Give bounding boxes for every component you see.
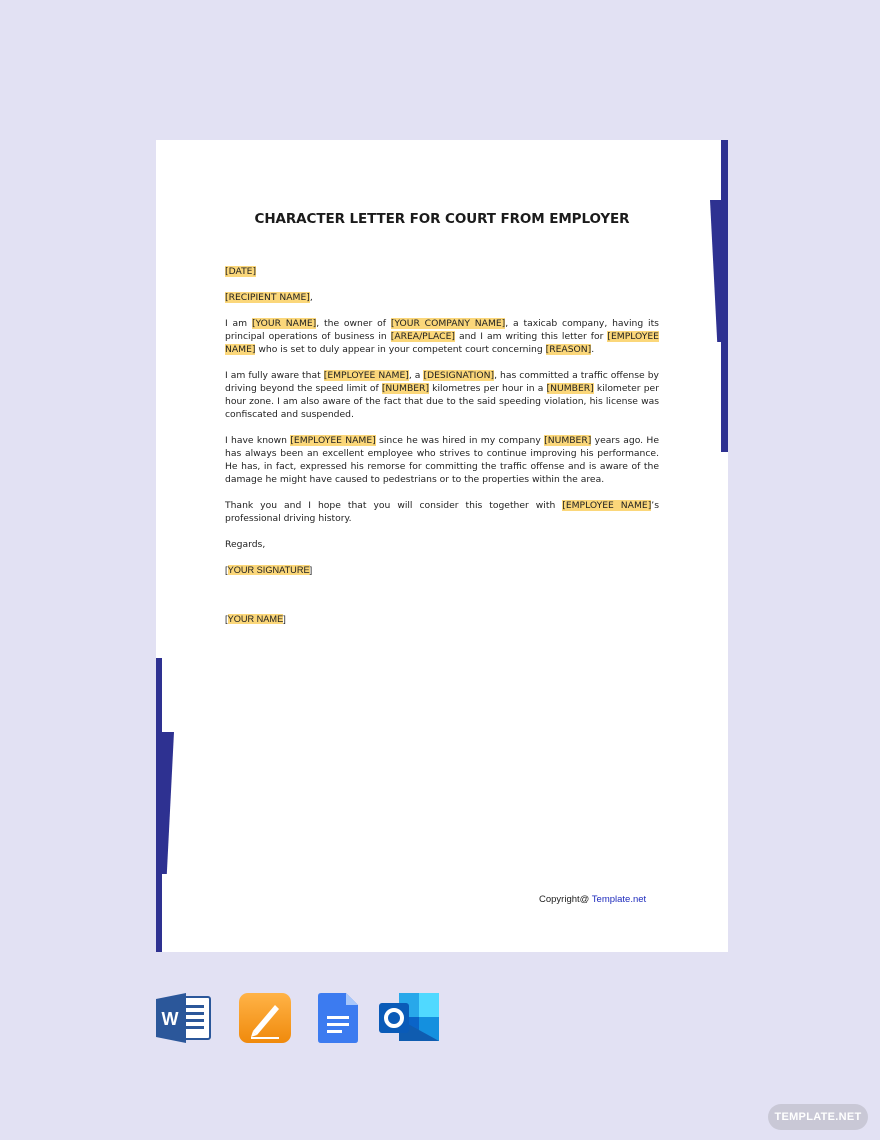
text-run: I am: [225, 318, 252, 329]
designation-placeholder: [DESIGNATION]: [423, 370, 495, 381]
closing-line: Regards,: [225, 539, 266, 550]
text-run: .: [591, 344, 595, 355]
bracket: [: [225, 614, 228, 624]
accent-bar-left-top: [156, 658, 162, 732]
employee-name-placeholder: [EMPLOYEE NAME]: [323, 370, 409, 381]
paragraph-4: [225, 499, 659, 525]
recipient-suffix: ,: [309, 292, 313, 303]
word-icon[interactable]: [156, 993, 212, 1043]
document-page: [156, 140, 728, 952]
pages-icon[interactable]: [239, 993, 291, 1043]
accent-bar-right-bottom: [721, 342, 728, 452]
reason-placeholder: [REASON]: [545, 344, 592, 355]
text-run: I am fully aware that: [225, 370, 324, 381]
area-place-placeholder: [AREA/PLACE]: [390, 331, 455, 342]
signature-line: [225, 564, 659, 577]
text-run: I have known: [225, 435, 291, 446]
svg-text:W: W: [161, 1009, 179, 1029]
paragraph-1: [225, 317, 659, 356]
recipient-placeholder: [RECIPIENT NAME]: [225, 292, 310, 303]
name-placeholder: YOUR NAME: [227, 614, 284, 624]
text-run: ’s professional driving history.: [225, 500, 659, 524]
name-line: [225, 613, 659, 626]
company-name-placeholder: [YOUR COMPANY NAME]: [390, 318, 506, 329]
text-run: , has committed a traffic offense by driving beyond the speed limit of: [225, 370, 659, 394]
paragraph-3: [225, 434, 659, 486]
number-placeholder: [NUMBER]: [381, 383, 430, 394]
accent-bar-right-top: [721, 140, 728, 200]
signature-placeholder: YOUR SIGNATURE: [227, 565, 310, 575]
text-run: , a: [408, 370, 424, 381]
accent-bar-left-slant: [156, 732, 174, 874]
text-run: since he was hired in my company: [375, 435, 545, 446]
template-net-watermark: TEMPLATE.NET: [768, 1104, 868, 1130]
copyright-notice: [539, 894, 646, 905]
employee-name-placeholder: [EMPLOYEE NAME]: [562, 500, 652, 511]
number-placeholder: [NUMBER]: [544, 435, 592, 446]
text-run: Thank you and I hope that you will consider this together with: [225, 500, 563, 511]
text-run: who is set to duly appear in your competent court concerning: [255, 344, 546, 355]
letter-body: [225, 265, 659, 626]
outlook-icon[interactable]: [379, 993, 441, 1043]
accent-bar-left-bottom: [156, 874, 162, 952]
google-docs-icon[interactable]: [318, 993, 358, 1043]
text-run: and I am writing this letter for: [454, 331, 608, 342]
text-run: kilometer per hour zone. I am also aware of the fact that due to the said speeding violation, his license was confiscated and suspended.: [225, 383, 659, 420]
paragraph-2: [225, 369, 659, 421]
date-line: [225, 265, 659, 278]
text-run: , the owner of: [316, 318, 391, 329]
recipient-line: [225, 291, 659, 304]
employee-name-placeholder: [EMPLOYEE NAME]: [290, 435, 376, 446]
bracket: ]: [283, 614, 286, 624]
employee-name-placeholder: [EMPLOYEE NAME]: [225, 331, 659, 355]
your-name-placeholder: [YOUR NAME]: [251, 318, 317, 329]
text-run: , a taxicab company, having its principal operations of business in: [225, 318, 659, 342]
text-run: kilometres per hour in a: [429, 383, 547, 394]
copyright-prefix: Copyright@: [539, 894, 592, 905]
number-placeholder: [NUMBER]: [546, 383, 594, 394]
bracket: ]: [309, 565, 313, 575]
date-placeholder: [DATE]: [225, 266, 257, 277]
text-run: years ago. He has always been an excellent employee who strives to continue improving his performance. He has, in fact, expressed his remorse for committing the traffic offense and is aware of the damage he might have caused to pedestrians or to the properties within the area.: [225, 435, 659, 485]
bracket: [: [225, 565, 228, 575]
copyright-link[interactable]: Template.net: [591, 894, 647, 905]
document-title: CHARACTER LETTER FOR COURT FROM EMPLOYER: [254, 211, 630, 227]
